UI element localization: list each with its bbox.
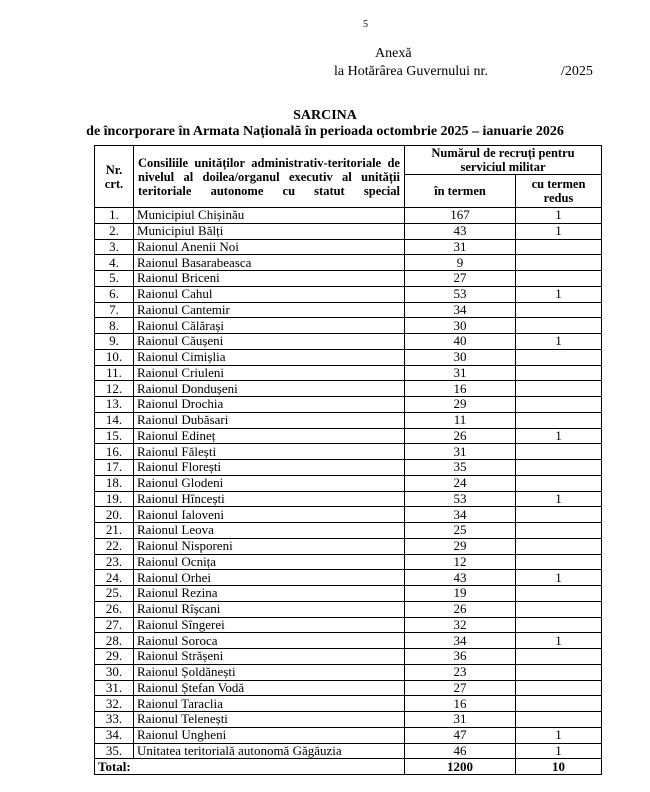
- row-unit-name: Raionul Nisporeni: [134, 538, 405, 554]
- row-unit-name: Raionul Cantemir: [134, 302, 405, 318]
- row-unit-name: Raionul Anenii Noi: [134, 239, 405, 255]
- row-unit-name: Raionul Șoldănești: [134, 664, 405, 680]
- total-in-term: 1200: [405, 759, 516, 775]
- row-unit-name: Raionul Soroca: [134, 633, 405, 649]
- table-row: [95, 397, 602, 413]
- row-unit-name: Raionul Rezina: [134, 586, 405, 602]
- row-number: 3.: [95, 239, 134, 255]
- row-reduced-term: [516, 554, 602, 570]
- row-unit-name: Raionul Sîngerei: [134, 617, 405, 633]
- row-reduced-term: 1: [516, 428, 602, 444]
- table-row: [95, 208, 602, 224]
- row-number: 21.: [95, 523, 134, 539]
- table-row: [95, 428, 602, 444]
- table-row: [95, 349, 602, 365]
- row-number: 4.: [95, 255, 134, 271]
- table-row: [95, 712, 602, 728]
- row-reduced-term: [516, 239, 602, 255]
- row-number: 8.: [95, 318, 134, 334]
- recruitment-table: [94, 145, 602, 775]
- row-reduced-term: [516, 460, 602, 476]
- document-subtitle: de încorporare în Armata Națională în perioada octombrie 2025 – ianuarie 2026: [86, 124, 564, 139]
- row-reduced-term: 1: [516, 286, 602, 302]
- row-in-term: 53: [405, 286, 516, 302]
- row-reduced-term: [516, 538, 602, 554]
- row-number: 12.: [95, 381, 134, 397]
- row-in-term: 12: [405, 554, 516, 570]
- row-unit-name: Raionul Căușeni: [134, 334, 405, 350]
- row-reduced-term: [516, 365, 602, 381]
- row-reduced-term: [516, 381, 602, 397]
- row-number: 35.: [95, 743, 134, 759]
- row-unit-name: Raionul Rîșcani: [134, 601, 405, 617]
- table-row: [95, 255, 602, 271]
- row-reduced-term: [516, 523, 602, 539]
- row-number: 13.: [95, 397, 134, 413]
- row-reduced-term: [516, 617, 602, 633]
- row-in-term: 43: [405, 570, 516, 586]
- row-reduced-term: [516, 586, 602, 602]
- row-number: 6.: [95, 286, 134, 302]
- table-row: [95, 381, 602, 397]
- document-title: SARCINA: [293, 108, 357, 123]
- row-unit-name: Raionul Cahul: [134, 286, 405, 302]
- row-in-term: 26: [405, 428, 516, 444]
- total-reduced-term: 10: [516, 759, 602, 775]
- row-number: 26.: [95, 601, 134, 617]
- row-unit-name: Raionul Călărași: [134, 318, 405, 334]
- row-unit-name: Raionul Taraclia: [134, 696, 405, 712]
- row-in-term: 30: [405, 349, 516, 365]
- row-reduced-term: [516, 318, 602, 334]
- table-row: [95, 601, 602, 617]
- row-number: 16.: [95, 444, 134, 460]
- row-in-term: 167: [405, 208, 516, 224]
- row-in-term: 25: [405, 523, 516, 539]
- row-unit-name: Raionul Criuleni: [134, 365, 405, 381]
- row-unit-name: Municipiul Chișinău: [134, 208, 405, 224]
- annex-reference: [334, 63, 599, 80]
- row-in-term: 16: [405, 696, 516, 712]
- table-row: [95, 523, 602, 539]
- row-number: 24.: [95, 570, 134, 586]
- row-reduced-term: [516, 601, 602, 617]
- row-unit-name: Raionul Dondușeni: [134, 381, 405, 397]
- row-in-term: 31: [405, 365, 516, 381]
- row-reduced-term: [516, 397, 602, 413]
- row-number: 10.: [95, 349, 134, 365]
- row-reduced-term: [516, 712, 602, 728]
- table-row: [95, 491, 602, 507]
- table-row: [95, 586, 602, 602]
- table-row: [95, 302, 602, 318]
- row-unit-name: Raionul Ocnița: [134, 554, 405, 570]
- row-number: 31.: [95, 680, 134, 696]
- row-in-term: 9: [405, 255, 516, 271]
- table-row: [95, 444, 602, 460]
- row-number: 30.: [95, 664, 134, 680]
- header-reduced-term: cu termen redus: [516, 175, 602, 208]
- row-reduced-term: [516, 444, 602, 460]
- row-number: 29.: [95, 649, 134, 665]
- row-reduced-term: [516, 649, 602, 665]
- row-number: 23.: [95, 554, 134, 570]
- table-row: [95, 680, 602, 696]
- total-row: [95, 759, 602, 775]
- table-row: [95, 554, 602, 570]
- table-row: [95, 743, 602, 759]
- row-in-term: 31: [405, 712, 516, 728]
- header-recruits-group: Numărul de recruți pentru serviciul militar: [405, 146, 602, 175]
- table-row: [95, 507, 602, 523]
- row-number: 11.: [95, 365, 134, 381]
- row-number: 5.: [95, 271, 134, 287]
- page-number: 5: [363, 19, 368, 30]
- table-row: [95, 633, 602, 649]
- row-number: 34.: [95, 727, 134, 743]
- table-row: [95, 271, 602, 287]
- row-unit-name: Raionul Ștefan Vodă: [134, 680, 405, 696]
- row-unit-name: Raionul Cimișlia: [134, 349, 405, 365]
- row-unit-name: Raionul Dubăsari: [134, 412, 405, 428]
- row-in-term: 34: [405, 302, 516, 318]
- row-in-term: 53: [405, 491, 516, 507]
- row-number: 22.: [95, 538, 134, 554]
- total-label: Total:: [95, 759, 405, 775]
- row-in-term: 31: [405, 444, 516, 460]
- row-number: 17.: [95, 460, 134, 476]
- row-unit-name: Municipiul Bălți: [134, 223, 405, 239]
- row-in-term: 31: [405, 239, 516, 255]
- row-in-term: 34: [405, 507, 516, 523]
- row-reduced-term: [516, 680, 602, 696]
- row-number: 32.: [95, 696, 134, 712]
- table-row: [95, 412, 602, 428]
- row-in-term: 30: [405, 318, 516, 334]
- row-reduced-term: [516, 696, 602, 712]
- row-unit-name: Raionul Florești: [134, 460, 405, 476]
- row-unit-name: Raionul Telenești: [134, 712, 405, 728]
- row-in-term: 29: [405, 538, 516, 554]
- row-number: 27.: [95, 617, 134, 633]
- row-unit-name: Raionul Hîncești: [134, 491, 405, 507]
- row-in-term: 24: [405, 475, 516, 491]
- row-in-term: 36: [405, 649, 516, 665]
- row-reduced-term: [516, 255, 602, 271]
- row-unit-name: Raionul Ungheni: [134, 727, 405, 743]
- annex-year: /2025: [561, 64, 593, 79]
- row-number: 14.: [95, 412, 134, 428]
- row-number: 25.: [95, 586, 134, 602]
- row-reduced-term: 1: [516, 208, 602, 224]
- row-reduced-term: 1: [516, 570, 602, 586]
- row-in-term: 11: [405, 412, 516, 428]
- row-unit-name: Raionul Strășeni: [134, 649, 405, 665]
- table-row: [95, 223, 602, 239]
- row-in-term: 32: [405, 617, 516, 633]
- table-row: [95, 475, 602, 491]
- row-unit-name: Raionul Basarabeasca: [134, 255, 405, 271]
- table-row: [95, 649, 602, 665]
- row-unit-name: Raionul Ialoveni: [134, 507, 405, 523]
- row-reduced-term: [516, 507, 602, 523]
- row-number: 2.: [95, 223, 134, 239]
- row-number: 7.: [95, 302, 134, 318]
- row-number: 20.: [95, 507, 134, 523]
- row-in-term: 27: [405, 680, 516, 696]
- table-row: [95, 538, 602, 554]
- row-in-term: 34: [405, 633, 516, 649]
- row-in-term: 26: [405, 601, 516, 617]
- row-reduced-term: [516, 412, 602, 428]
- row-reduced-term: 1: [516, 223, 602, 239]
- header-nr: Nr. crt.: [95, 146, 134, 208]
- row-reduced-term: [516, 349, 602, 365]
- table-row: [95, 570, 602, 586]
- row-reduced-term: [516, 664, 602, 680]
- row-in-term: 40: [405, 334, 516, 350]
- row-unit-name: Raionul Orhei: [134, 570, 405, 586]
- header-council: Consiliile unităților administrativ-teritoriale de nivelul al doilea/organul executiv al unității teritoriale autonome cu statut special: [134, 146, 405, 208]
- table-row: [95, 239, 602, 255]
- row-number: 33.: [95, 712, 134, 728]
- row-in-term: 16: [405, 381, 516, 397]
- annex-reference-text: la Hotărârea Guvernului nr.: [334, 64, 488, 79]
- row-in-term: 35: [405, 460, 516, 476]
- row-in-term: 29: [405, 397, 516, 413]
- header-in-term: în termen: [405, 175, 516, 208]
- row-unit-name: Raionul Fălești: [134, 444, 405, 460]
- table-row: [95, 286, 602, 302]
- row-number: 9.: [95, 334, 134, 350]
- row-unit-name: Raionul Edineț: [134, 428, 405, 444]
- table-row: [95, 460, 602, 476]
- row-in-term: 23: [405, 664, 516, 680]
- row-in-term: 47: [405, 727, 516, 743]
- row-reduced-term: [516, 475, 602, 491]
- row-reduced-term: [516, 302, 602, 318]
- row-in-term: 46: [405, 743, 516, 759]
- annex-label: Anexă: [375, 46, 412, 61]
- row-in-term: 43: [405, 223, 516, 239]
- table-row: [95, 365, 602, 381]
- row-unit-name: Unitatea teritorială autonomă Găgăuzia: [134, 743, 405, 759]
- row-number: 28.: [95, 633, 134, 649]
- row-number: 15.: [95, 428, 134, 444]
- row-number: 19.: [95, 491, 134, 507]
- row-in-term: 19: [405, 586, 516, 602]
- row-reduced-term: 1: [516, 491, 602, 507]
- row-reduced-term: 1: [516, 633, 602, 649]
- row-reduced-term: [516, 271, 602, 287]
- row-unit-name: Raionul Glodeni: [134, 475, 405, 491]
- row-unit-name: Raionul Briceni: [134, 271, 405, 287]
- table-body: [95, 208, 602, 775]
- row-number: 18.: [95, 475, 134, 491]
- table-row: [95, 334, 602, 350]
- row-number: 1.: [95, 208, 134, 224]
- row-in-term: 27: [405, 271, 516, 287]
- row-unit-name: Raionul Leova: [134, 523, 405, 539]
- table-row: [95, 664, 602, 680]
- table-row: [95, 617, 602, 633]
- row-reduced-term: 1: [516, 334, 602, 350]
- row-unit-name: Raionul Drochia: [134, 397, 405, 413]
- row-reduced-term: 1: [516, 727, 602, 743]
- table-row: [95, 318, 602, 334]
- row-reduced-term: 1: [516, 743, 602, 759]
- table-row: [95, 696, 602, 712]
- table-row: [95, 727, 602, 743]
